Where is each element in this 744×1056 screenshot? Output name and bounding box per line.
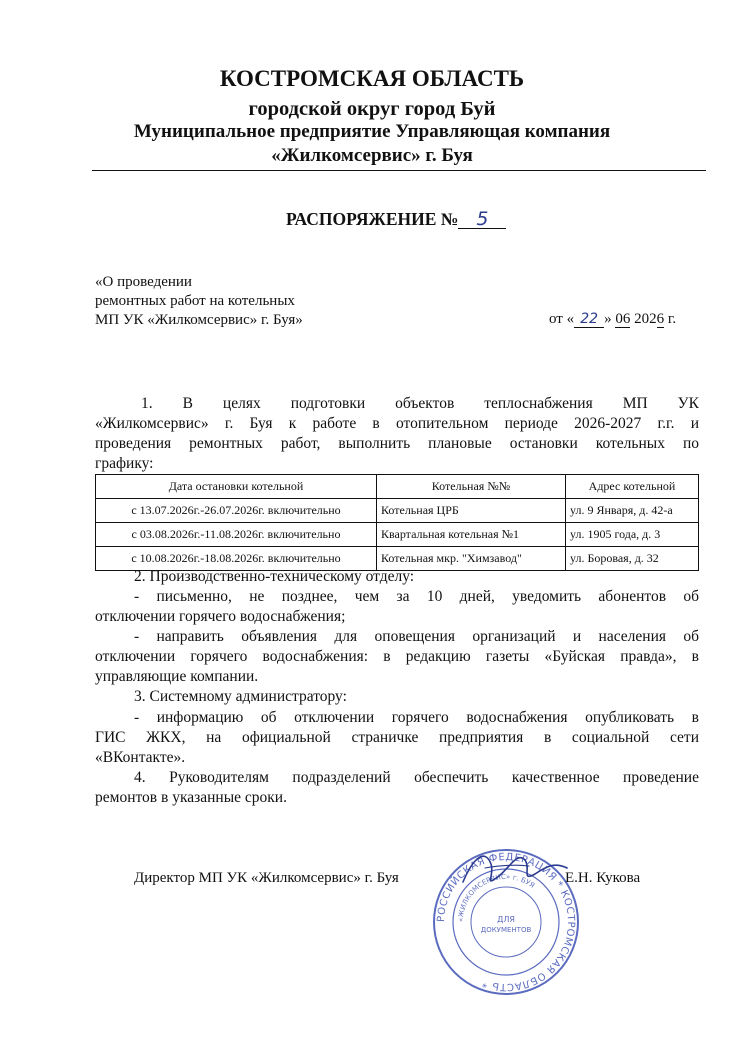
order-number: 5 — [458, 210, 506, 229]
table-cell: ул. Боровая, д. 32 — [566, 547, 699, 571]
paragraph-2-item-b — [95, 627, 699, 687]
order-title — [286, 209, 506, 230]
paragraph-3-line-2: ГИС ЖКХ, на официальной страничке предприятия в социальной сети — [95, 729, 699, 746]
table-header-row — [96, 475, 699, 499]
order-title-label: РАСПОРЯЖЕНИЕ № — [286, 209, 459, 229]
signatory-name: Е.Н. Кукова — [565, 870, 641, 886]
paragraph-1-line-1: 1. В целях подготовки объектов теплоснабжения МП УК — [141, 395, 699, 412]
paragraph-2a-line-1: - письменно, не позднее, чем за 10 дней, уведомить абонентов об — [134, 588, 699, 605]
stamp-inner-text: «ЖИЛКОМСЕРВИС» г. БУЯ — [456, 872, 537, 923]
handwritten-signature — [455, 838, 575, 898]
paragraph-2b-line-1: - направить объявления для оповещения организаций и населения об — [134, 628, 699, 645]
paragraph-4 — [95, 768, 699, 808]
paragraph-4-line-1: 4. Руководителям подразделений обеспечить качественное проведение — [134, 769, 699, 786]
paragraph-2b-line-3: управляющие компании. — [95, 668, 259, 685]
subject-line-2: ремонтных работ на котельных — [95, 293, 295, 309]
date-mid: » — [604, 311, 612, 327]
shutdown-schedule-table — [95, 474, 699, 571]
district-heading: городской округ город Буй — [248, 98, 496, 120]
paragraph-3-heading: 3. Системному администратору: — [134, 688, 347, 705]
order-date — [549, 311, 676, 328]
paragraph-4-line-2: ремонтов в указанные сроки. — [95, 789, 287, 806]
table-cell: Котельная ЦРБ — [377, 499, 566, 523]
table-cell: с 10.08.2026г.-18.08.2026г. включительно — [96, 547, 377, 571]
paragraph-3-body — [95, 708, 699, 768]
table-cell: Котельная мкр. "Химзавод" — [377, 547, 566, 571]
table-cell: Квартальная котельная №1 — [377, 523, 566, 547]
subject-line-3: МП УК «Жилкомсервис» г. Буя» — [95, 312, 303, 328]
table-row — [96, 523, 699, 547]
subject-line-1: «О проведении — [95, 274, 192, 290]
paragraph-1-line-4: графику: — [95, 455, 154, 472]
stamp-ring-text: РОССИЙСКАЯ ФЕДЕРАЦИЯ * КОСТРОМСКАЯ ОБЛАСТЬ * — [435, 851, 577, 993]
paragraph-1-line-2: «Жилкомсервис» г. Буя к работе в отопительном периоде 2026-2027 г.г. и — [95, 415, 699, 432]
signatory-position: Директор МП УК «Жилкомсервис» г. Буя — [134, 870, 399, 886]
table-cell: с 03.08.2026г.-11.08.2026г. включительно — [96, 523, 377, 547]
paragraph-2-heading: 2. Производственно-техническому отделу: — [134, 568, 415, 585]
paragraph-3-line-1: - информацию об отключении горячего водоснабжения опубликовать в — [134, 709, 699, 726]
date-day: 22 — [574, 311, 604, 328]
table-header-cell: Котельная №№ — [377, 475, 566, 499]
paragraph-3-line-3: «ВКонтакте». — [95, 749, 186, 766]
date-year-end: г. — [667, 311, 677, 327]
table-cell: ул. 9 Января, д. 42-а — [566, 499, 699, 523]
paragraph-2-item-a — [95, 587, 699, 627]
table-header-cell: Дата остановки котельной — [96, 475, 377, 499]
paragraph-1-line-3: проведения ремонтных работ, выполнить плановые остановки котельных по — [95, 435, 699, 452]
organization-line-2: «Жилкомсервис» г. Буя — [271, 145, 473, 166]
date-month: 06 — [615, 311, 631, 327]
table-row — [96, 499, 699, 523]
paragraph-1 — [95, 394, 699, 474]
organization-line-1: Муниципальное предприятие Управляющая компания — [133, 121, 611, 142]
header-divider — [92, 170, 706, 171]
table-cell: ул. 1905 года, д. 3 — [566, 523, 699, 547]
date-prefix: от « — [549, 311, 575, 327]
stamp-center-line-2: ДОКУМЕНТОВ — [480, 926, 532, 934]
paragraph-2b-line-2: отключении горячего водоснабжения: в редакцию газеты «Буйская правда», в — [95, 648, 699, 665]
date-year-prefix: 202 — [634, 311, 657, 327]
order-subject — [95, 273, 303, 330]
table-header-cell: Адрес котельной — [566, 475, 699, 499]
stamp-center-line-1: ДЛЯ — [497, 915, 515, 924]
paragraph-2a-line-2: отключении горячего водоснабжения; — [95, 608, 346, 625]
table-cell: с 13.07.2026г.-26.07.2026г. включительно — [96, 499, 377, 523]
date-year-suffix: 6 — [656, 311, 665, 327]
region-heading: КОСТРОМСКАЯ ОБЛАСТЬ — [219, 66, 525, 91]
